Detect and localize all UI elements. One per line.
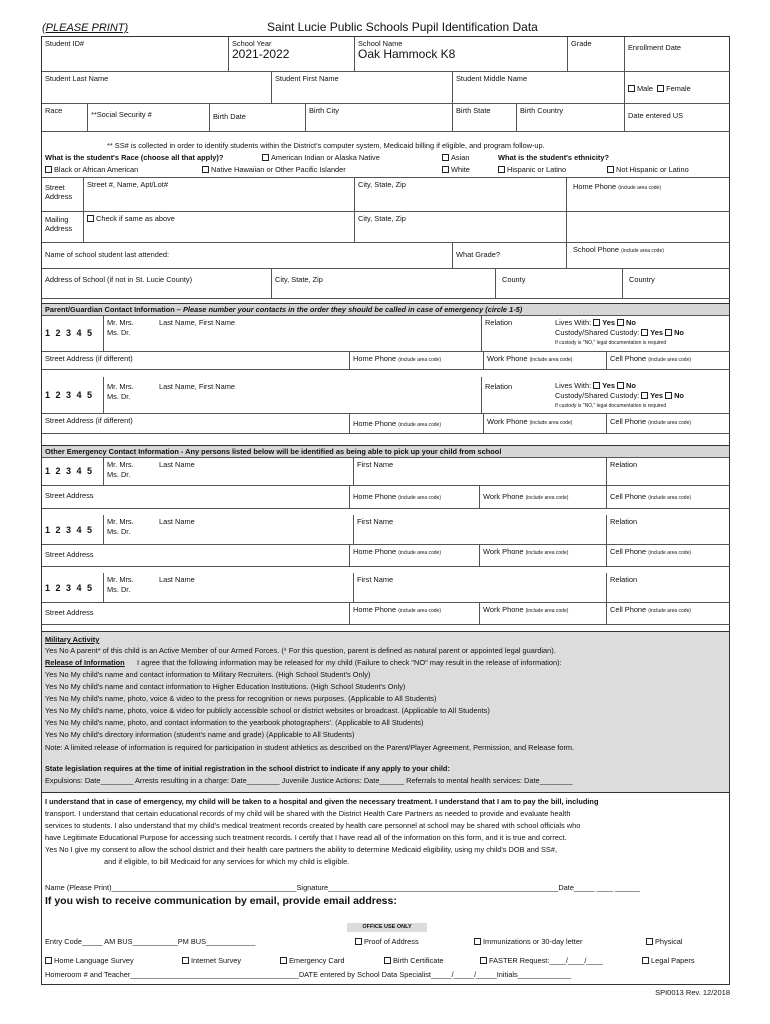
birth-city-label: Birth City [309, 106, 339, 115]
ssn-label: **Social Security # [91, 110, 152, 119]
contact-priority-1[interactable]: 1 2 3 4 5 [42, 316, 104, 352]
release-item[interactable]: Yes No My child's name and contact information to Higher Education Institutions. (High School Student's Only) [45, 682, 406, 691]
student-id-label: Student ID# [45, 39, 85, 48]
emergency1-honorific[interactable]: Mr. Mrs. Ms. Dr. [104, 458, 156, 486]
honorific-2[interactable]: Mr. Mrs. Ms. Dr. [104, 377, 156, 414]
race-question: What is the student's Race (choose all that apply)? [45, 153, 224, 162]
birth-certificate[interactable]: Birth Certificate [384, 956, 444, 965]
emergency1-street[interactable]: Street Address [42, 486, 350, 509]
honorific-1[interactable]: Mr. Mrs. Ms. Dr. [104, 316, 156, 352]
emergency2-relation[interactable]: Relation [607, 515, 730, 545]
emergency1-last-name[interactable]: Last Name [156, 458, 354, 486]
birth-state-label: Birth State [456, 106, 491, 115]
homeroom-line[interactable]: Homeroom # and Teacher_________________________________________DATE entered by School Data Specialist_____/_____/_____Initials_____________ [45, 970, 572, 979]
ss-note: ** SS# is collected in order to identify students within the District's computer system, Medicaid billing if eligible, and program follow-up. [107, 141, 545, 150]
middle-name-field[interactable] [453, 72, 625, 104]
parent2-cell-phone[interactable]: Cell Phone (include area code) [607, 414, 730, 434]
emergency2-street[interactable]: Street Address [42, 545, 350, 567]
grade-field[interactable] [568, 37, 625, 72]
release-item[interactable]: Yes No My child's name, photo, voice & video to the press for recognition or news purposes. (Applicable to All Students) [45, 694, 437, 703]
gender-field [625, 72, 730, 104]
home-language-survey[interactable]: Home Language Survey [45, 956, 134, 965]
birth-country-label: Birth Country [520, 106, 564, 115]
parent1-work-phone[interactable]: Work Phone (include area code) [484, 352, 607, 370]
last-name-label: Student Last Name [45, 74, 109, 83]
state-legislation: State legislation requires at the time of initial registration in the school district to indicate if any apply to your child: [45, 764, 450, 773]
parent1-cell-phone[interactable]: Cell Phone (include area code) [607, 352, 730, 370]
middle-name-label: Student Middle Name [456, 74, 528, 83]
ssn-field[interactable] [88, 104, 210, 132]
emergency-card[interactable]: Emergency Card [280, 956, 344, 965]
parent1-custody: Lives With: Yes No Custody/Shared Custody: Yes No If custody is "NO," legal documentation is required [552, 316, 730, 352]
school-phone-field[interactable]: School Phone (include area code) [567, 243, 730, 269]
date-entered-us-field[interactable] [625, 104, 730, 132]
release-line: Release of Information I agree that the following information may be released for my child (Failure to check "NO" may result in the release of information): [45, 658, 562, 667]
last-name-field[interactable] [42, 72, 272, 104]
student-id-field[interactable] [42, 37, 229, 72]
black-option[interactable]: Black or African American [45, 165, 138, 174]
military-line[interactable]: Yes No A parent* of this child is an Active Member of our Armed Forces. (* For this question, parent is defined as natural parent or appointed legal guardian). [45, 646, 556, 655]
school-address-field[interactable]: Address of School (if not in St. Lucie County) [42, 269, 272, 299]
birth-date-label: Birth Date [213, 112, 246, 121]
consent-line-6: and if eligible, to bill Medicaid for any services for which my child is eligible. [104, 857, 350, 866]
entry-code-bus[interactable]: Entry Code_____ AM BUS___________PM BUS____________ [45, 937, 256, 946]
race-options-row [42, 165, 729, 178]
mailing-address-field[interactable]: Check if same as above [84, 212, 355, 243]
emergency2-first-name[interactable]: First Name [354, 515, 607, 545]
asian-option[interactable]: Asian [442, 153, 470, 162]
military-title: Military Activity [45, 635, 100, 644]
proof-of-address[interactable]: Proof of Address [355, 937, 419, 946]
emergency1-priority[interactable]: 1 2 3 4 5 [42, 458, 104, 486]
form-revision: SPI0013 Rev. 12/2018 [655, 988, 730, 997]
consent-line-3: services to students. I also understand that my child's medical treatment records created by health care personnel at school may be shared with school officials who [45, 821, 581, 830]
office-use-title: OFFICE USE ONLY [347, 923, 427, 932]
emergency1-cell-phone[interactable]: Cell Phone (include area code) [607, 486, 730, 509]
emergency3-home-phone[interactable]: Home Phone (include area code) [350, 603, 480, 625]
hawaiian-option[interactable]: Native Hawaiian or Other Pacific Islander [202, 165, 346, 174]
parent1-street-field[interactable]: Street Address (if different) [42, 352, 350, 370]
country-field[interactable]: Country [623, 269, 730, 299]
date-entered-us-label: Date entered US [628, 111, 684, 120]
physical[interactable]: Physical [646, 937, 683, 946]
form-title: Saint Lucie Public Schools Pupil Identification Data [267, 20, 538, 34]
birth-date-field[interactable] [210, 104, 306, 132]
first-name-label: Student First Name [275, 74, 339, 83]
emergency3-last-name[interactable]: Last Name [156, 573, 354, 603]
faster-request[interactable]: FASTER Request:____/____/____ [480, 956, 603, 965]
emergency-section-header: Other Emergency Contact Information - Any persons listed below will be identified as being able to pick up your child from school [42, 445, 729, 458]
release-section [42, 631, 729, 793]
grade-label: Grade [571, 39, 592, 48]
hispanic-option[interactable]: Hispanic or Latino [498, 165, 566, 174]
mailing-address-label: Mailing Address [42, 212, 84, 243]
enrollment-date-label: Enrollment Date [628, 43, 681, 52]
emergency2-cell-phone[interactable]: Cell Phone (include area code) [607, 545, 730, 567]
release-item[interactable]: Yes No My child's name, photo, and contact information to the yearbook photographers'. (Applicable to All Students) [45, 718, 424, 727]
emergency3-priority[interactable]: 1 2 3 4 5 [42, 573, 104, 603]
consent-line-2: transport. I understand that certain educational records of my child will be shared with the District Health Care Partners as needed to provide and evaluate health [45, 809, 571, 818]
medicaid-consent[interactable]: Yes No I give my consent to allow the school district and their health care partners the ability to determine Medicaid eligibility, using my child's DOB and SS#, [45, 845, 558, 854]
first-name-field[interactable] [272, 72, 453, 104]
male-checkbox[interactable] [628, 85, 635, 92]
birth-country-field[interactable] [517, 104, 625, 132]
release-item[interactable]: Yes No My child's name, photo, voice & video for publicly accessible school or district websites or broadcast. (Applicable to All Students) [45, 706, 490, 715]
emergency2-priority[interactable]: 1 2 3 4 5 [42, 515, 104, 545]
parent1-relation-field[interactable]: Relation [482, 316, 552, 352]
birth-state-field[interactable] [453, 104, 517, 132]
ethnicity-question: What is the student's ethnicity? [498, 153, 609, 162]
release-item[interactable]: Yes No My child's name and contact information to Military Recruiters. (High School Student's Only) [45, 670, 371, 679]
female-checkbox[interactable] [657, 85, 664, 92]
home-phone-field[interactable]: Home Phone (include area code) [567, 178, 730, 212]
street-address-label: Street Address [42, 178, 84, 212]
street-city-field[interactable]: City, State, Zip [355, 178, 567, 212]
same-as-above-checkbox[interactable] [87, 215, 94, 222]
street-address-field[interactable]: Street #, Name, Apt/Lot# [84, 178, 355, 212]
office-row-2 [42, 956, 729, 965]
parent-section-header: Parent/Guardian Contact Information – Please number your contacts in the order they should be called in case of emergency (circle 1-5) [42, 303, 729, 316]
mailing-city-field[interactable]: City, State, Zip [355, 212, 567, 243]
what-grade-field[interactable]: What Grade? [453, 243, 567, 269]
emergency2-work-phone[interactable]: Work Phone (include area code) [480, 545, 607, 567]
birth-city-field[interactable] [306, 104, 453, 132]
school-year-value: 2021-2022 [232, 47, 290, 61]
male-label: Male [637, 84, 654, 93]
mailing-blank [567, 212, 730, 243]
email-prompt[interactable]: If you wish to receive communication by email, provide email address: [45, 895, 397, 907]
school-city-field[interactable]: City, State, Zip [272, 269, 496, 299]
emergency1-home-phone[interactable]: Home Phone (include area code) [350, 486, 480, 509]
page-header [42, 20, 730, 34]
emergency1-relation[interactable]: Relation [607, 458, 730, 486]
emergency2-honorific[interactable]: Mr. Mrs. Ms. Dr. [104, 515, 156, 545]
athletics-note: Note: A limited release of information is required for participation in student athletics as described on the Parent/Player Agreement, Permission, and Release form. [45, 743, 575, 752]
school-name-label: School Name [358, 39, 403, 48]
emergency2-home-phone[interactable]: Home Phone (include area code) [350, 545, 480, 567]
white-option[interactable]: White [442, 165, 470, 174]
female-label: Female [666, 84, 691, 93]
parent2-name-field[interactable]: Last Name, First Name [156, 377, 482, 414]
not-hispanic-option[interactable]: Not Hispanic or Latino [607, 165, 689, 174]
emergency2-last-name[interactable]: Last Name [156, 515, 354, 545]
emergency3-first-name[interactable]: First Name [354, 573, 607, 603]
parent2-relation-field[interactable]: Relation [482, 377, 552, 414]
school-name-value: Oak Hammock K8 [358, 47, 456, 61]
emergency1-first-name[interactable]: First Name [354, 458, 607, 486]
race-label: Race [45, 106, 63, 115]
school-year-label: School Year [232, 39, 272, 48]
last-school-field[interactable]: Name of school student last attended: [42, 243, 453, 269]
pupil-identification-form [41, 36, 730, 985]
consent-line-1: I understand that in case of emergency, my child will be taken to a hospital and given the necessary treatment. I understand that I am to pay the bill, including [45, 797, 599, 806]
amer-indian-option[interactable]: American Indian or Alaska Native [262, 153, 380, 162]
please-print-label: (PLEASE PRINT) [42, 22, 129, 34]
emergency3-honorific[interactable]: Mr. Mrs. Ms. Dr. [104, 573, 156, 603]
immunizations[interactable]: Immunizations or 30-day letter [474, 937, 582, 946]
release-item[interactable]: Yes No My child's directory information (student's name and grade) (Applicable to All Students) [45, 730, 355, 739]
race-field[interactable] [42, 104, 88, 132]
legal-papers[interactable]: Legal Papers [642, 956, 695, 965]
contact-priority-2[interactable]: 1 2 3 4 5 [42, 377, 104, 414]
parent2-custody: Lives With: Yes No Custody/Shared Custody: Yes No If custody is "NO," legal documentation is required [552, 377, 730, 414]
emergency3-cell-phone[interactable]: Cell Phone (include area code) [607, 603, 730, 625]
school-name-field[interactable] [355, 37, 568, 72]
race-question-row [42, 153, 729, 162]
parent2-street-field[interactable]: Street Address (if different) [42, 414, 350, 434]
emergency1-work-phone[interactable]: Work Phone (include area code) [480, 486, 607, 509]
parent2-home-phone[interactable]: Home Phone (include area code) [350, 414, 484, 434]
emergency3-relation[interactable]: Relation [607, 573, 730, 603]
enrollment-date-field[interactable] [625, 37, 730, 72]
state-items[interactable]: Expulsions: Date________ Arrests resulting in a charge: Date________ Juvenile Justice Actions: Date______ Referrals to mental health services: Date________ [45, 776, 573, 785]
consent-line-4: have Legitimate Educational Purpose for accessing such treatment records. I certify that I have read all of the information on this form, and it is true and correct. [45, 833, 567, 842]
name-signature-line[interactable]: Name (Please Print)_____________________________________________Signature________________________________________________________Date_____ ____ ______ [45, 883, 640, 892]
county-field[interactable]: County [496, 269, 623, 299]
emergency3-work-phone[interactable]: Work Phone (include area code) [480, 603, 607, 625]
parent1-name-field[interactable]: Last Name, First Name [156, 316, 482, 352]
office-row-1 [42, 937, 729, 946]
emergency3-street[interactable]: Street Address [42, 603, 350, 625]
parent1-home-phone[interactable]: Home Phone (include area code) [350, 352, 484, 370]
school-year-field[interactable] [229, 37, 355, 72]
parent2-work-phone[interactable]: Work Phone (include area code) [484, 414, 607, 434]
internet-survey[interactable]: Internet Survey [182, 956, 241, 965]
